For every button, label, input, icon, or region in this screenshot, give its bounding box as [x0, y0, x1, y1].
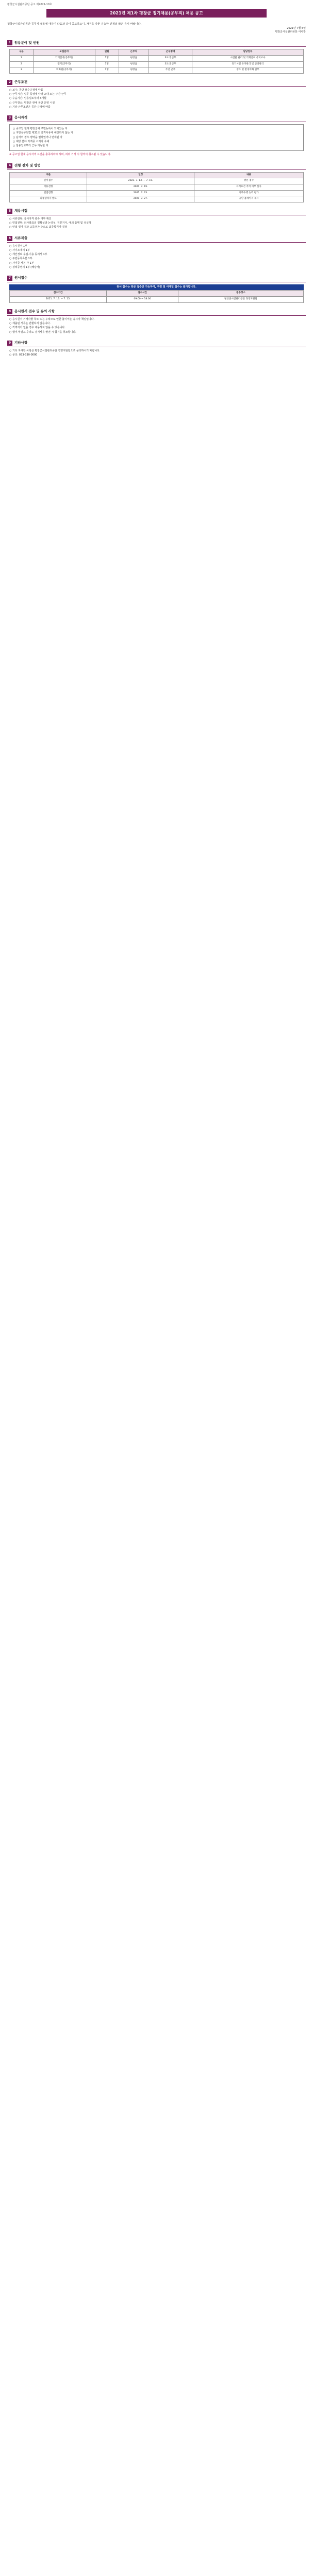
table-row	[10, 184, 304, 190]
divider	[7, 86, 306, 87]
table-row	[10, 67, 304, 74]
section-etc	[0, 341, 313, 358]
list-item: ○ 합격자 발표 후라도 결격사유 발견 시 합격을 취소합니다.	[9, 330, 76, 334]
column-header: 모집분야	[33, 49, 95, 56]
notice-title: 2021년 제1차 평창군 정기채용(공무직) 채용 공고	[46, 9, 267, 18]
column-header: 근무처	[119, 49, 149, 56]
list-item: ○ 개인정보 수집·이용 동의서 1부	[9, 253, 47, 257]
list-item: ○ 자기소개서 1부	[9, 248, 30, 252]
list-item: ○ 응시원서 1부	[9, 244, 27, 248]
section-exam	[0, 209, 313, 230]
list-item: ○ 지방공무원법 제31조 결격사유에 해당하지 않는 자	[13, 131, 73, 135]
list-item: ○ 적격자가 없을 경우 채용하지 않을 수 있습니다.	[9, 326, 65, 330]
table-cell: 2021. 7. 13. ~ 7. 15.	[10, 297, 107, 303]
section-title: 원서접수	[14, 276, 28, 280]
recruitment-table	[9, 49, 304, 74]
table-cell: 2021. 7. 13. ~ 7. 15.	[87, 178, 194, 184]
notice-page	[0, 0, 313, 378]
list-item: ○ 제출된 서류는 반환하지 않습니다.	[9, 322, 51, 325]
table-cell: 기계설비(공무직)	[33, 55, 95, 61]
table-cell: 청소 및 환경미화 업무	[192, 67, 304, 74]
table-cell: 직무수행 능력 평가	[194, 190, 304, 196]
table-cell: 평창군시설관리공단 경영지원팀	[178, 297, 303, 303]
list-item: ○ 경력증명서 1부 (해당자)	[9, 265, 40, 269]
section-number: 4	[7, 163, 12, 168]
table-row	[10, 196, 304, 202]
section-number: 9	[7, 341, 12, 346]
process-table	[9, 172, 304, 202]
table-cell: 자격요건 적격 여부 심사	[194, 184, 304, 190]
section-number: 5	[7, 209, 12, 214]
intro-text: 평창군시설관리공단 공무직 채용에 대하여 다음과 같이 공고하오니, 자격을 갖춘 유능한 인재의 많은 응시 바랍니다.	[7, 23, 142, 26]
table-cell: 3교대 근무	[149, 61, 192, 67]
table-cell: 2021. 7. 19.	[87, 184, 194, 190]
table-cell: 원서접수	[10, 178, 87, 184]
divider	[7, 242, 306, 243]
section-title: 응시자격	[14, 115, 28, 120]
list-item: ○ 근무장소: 평창군 관내 공단 운영 시설	[9, 101, 55, 105]
table-cell: 주간 근무	[149, 67, 192, 74]
section-number: 1	[7, 40, 12, 45]
table-cell: 3	[10, 67, 34, 74]
table-cell: 2021. 7. 27.	[87, 196, 194, 202]
table-cell: 1명	[95, 61, 119, 67]
section-number: 8	[7, 309, 12, 314]
table-row	[10, 55, 304, 61]
table-cell: 서류전형	[10, 184, 87, 190]
table-cell: 2	[10, 61, 34, 67]
section-number: 3	[7, 115, 12, 121]
section-title: 응시원서 접수 및 유의 사항	[14, 309, 55, 314]
table-cell: 전기시설 유지관리 및 안전관리	[192, 61, 304, 67]
section-title: 서류제출	[14, 235, 28, 240]
list-item: ○ 임용일로부터 근무 가능한 자	[13, 144, 48, 148]
list-item: ○ 응시원서 기재사항 착오 또는 누락으로 인한 불이익은 응시자 책임입니다.	[9, 317, 95, 321]
table-cell: 2021. 7. 23.	[87, 190, 194, 196]
section-number: 2	[7, 80, 12, 85]
divider	[7, 315, 306, 316]
list-item: ○ 수습기간: 임용일로부터 3개월	[9, 97, 46, 100]
section-qualifications	[0, 115, 313, 157]
section-title: 기타사항	[14, 341, 28, 345]
table-cell: 최종합격자 발표	[10, 196, 87, 202]
table-cell: 1명	[95, 55, 119, 61]
reception-strip: 원서 접수는 방문 접수만 가능하며, 우편 및 이메일 접수는 불가합니다.	[9, 284, 304, 290]
section-recruitment	[0, 40, 313, 74]
list-item: ○ 자격증 사본 각 1부	[9, 261, 34, 265]
table-row	[10, 178, 304, 184]
list-item: ○ 공고일 현재 평창군에 주민등록이 되어있는 자	[13, 127, 68, 131]
section-number: 7	[7, 276, 12, 281]
exam-list	[0, 217, 313, 230]
section-title: 근무조건	[14, 80, 28, 84]
table-cell: 평창읍	[119, 67, 149, 74]
etc-list	[0, 349, 313, 358]
section-title: 채용시험	[14, 209, 28, 213]
notice-number: 평창군시설관리공단 공고 제2021-10호	[7, 3, 52, 6]
column-header: 담당업무	[192, 49, 304, 56]
table-cell: 방문 접수	[194, 178, 304, 184]
table-cell: 평창읍	[119, 55, 149, 61]
table-cell: 09:00 ~ 18:00	[107, 297, 178, 303]
table-cell: 공단 홈페이지 게시	[194, 196, 304, 202]
table-row	[10, 190, 304, 196]
table-cell: 1명	[95, 67, 119, 74]
list-item: ○ 주민등록초본 1부	[9, 257, 32, 261]
section-cautions	[0, 309, 313, 334]
list-item: ○ 면접 평가 결과 고득점자 순으로 최종합격자 결정	[9, 226, 68, 229]
cautions-list	[0, 318, 313, 334]
column-header: 접수장소	[178, 291, 303, 297]
list-item: ○ 근무시간: 업무 특성에 따라 교대 또는 주간 근무	[9, 93, 67, 96]
reception-table	[9, 290, 304, 302]
section-number: 6	[7, 236, 12, 241]
list-item: ○ 서류전형: 응시자격 충족 여부 확인	[9, 217, 52, 221]
section-process	[0, 163, 313, 202]
list-item: ○ 기타 근무조건은 공단 규정에 따름	[9, 105, 51, 109]
table-cell: 미화원(공무직)	[33, 67, 95, 74]
column-header: 일정	[87, 172, 194, 178]
table-cell: 평창읍	[119, 61, 149, 67]
table-cell: 시설물 관리 및 기계설비 유지보수	[192, 55, 304, 61]
list-item: ○ 문의: 033-330-0000	[9, 353, 38, 357]
table-cell: 면접전형	[10, 190, 87, 196]
list-item: ○ 보수: 공단 보수규정에 따름	[9, 88, 43, 92]
divider	[7, 46, 306, 47]
column-header: 내용	[194, 172, 304, 178]
table-cell: 1	[10, 55, 34, 61]
column-header: 근무형태	[149, 49, 192, 56]
column-header: 접수시간	[107, 291, 178, 297]
section-title: 전형 절차 및 방법	[14, 163, 41, 167]
column-header: 구분	[10, 172, 87, 178]
column-header: 접수기간	[10, 291, 107, 297]
list-item: ○ 해당 분야 자격증 소지자 우대	[13, 140, 50, 143]
section-conditions	[0, 80, 313, 109]
section-documents	[0, 236, 313, 270]
column-header: 인원	[95, 49, 119, 56]
section-reception	[0, 276, 313, 303]
table-cell: 3교대 근무	[149, 55, 192, 61]
documents-list	[0, 245, 313, 270]
qualification-notice: ※ 공고일 현재 응시자격 요건을 충족하여야 하며, 허위 기재 시 합격이 취소될 수 있습니다.	[9, 153, 111, 157]
qualifications-box	[9, 124, 304, 151]
issuer: 평창군시설관리공단 이사장	[275, 30, 306, 34]
list-item: ○ 기타 자세한 사항은 평창군시설관리공단 경영지원팀으로 문의하시기 바랍니다.	[9, 349, 101, 352]
notice-date: 2021년 7월 6일	[287, 26, 306, 30]
conditions-list	[0, 89, 313, 109]
list-item: ○ 남자의 경우 병역을 필하였거나 면제된 자	[13, 135, 63, 139]
list-item: ○ 면접전형: 의사발표의 정확성과 논리성, 전문지식, 예의·품행 및 성실성	[9, 222, 91, 225]
section-title: 임용분야 및 인원	[14, 40, 40, 45]
table-cell: 전기(공무직)	[33, 61, 95, 67]
table-row	[10, 61, 304, 67]
column-header: 구분	[10, 49, 34, 56]
